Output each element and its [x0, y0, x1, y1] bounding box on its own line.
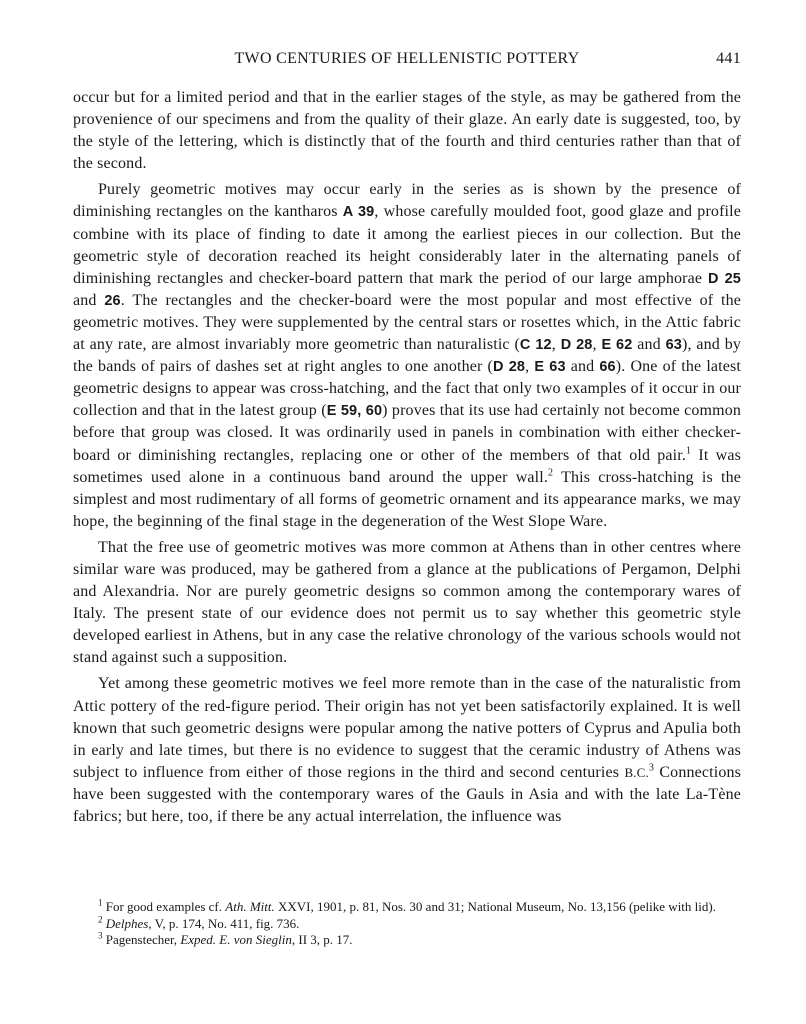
text-run: ), and by the bands of pairs of dashes set at right angles to one another ( [73, 336, 742, 376]
text-run: and [632, 336, 666, 354]
text-run: That the free use of geometric motives was more common at Athens than in other centres where similar ware was produced, may be gathered from a glance at the publications of Pergamon, Delphi and Alexandria. Nor are purely geometric designs so common among the contemporary wares of Italy. The present state of our evidence does not permit us to say whether this geometric style developed earliest in Athens, but in any case the relative chronology of the various schools would not stand against such a supposition. [73, 538, 741, 667]
italic-title: Ath. Mitt. [225, 899, 275, 914]
italic-title: Exped. E. von Sieglin [180, 932, 292, 948]
catalogue-reference: E 63 [534, 359, 566, 376]
text-run: and [565, 358, 600, 376]
footnote-marker: 3 [648, 762, 655, 774]
catalogue-reference: D 28 [560, 337, 593, 354]
text-run: Connections have been suggested with the contemporary wares of the Gauls in Asia and with the late La-Tène fabrics; but here, too, if there be any actual interrelation, the influence was [73, 763, 742, 825]
footnote-marker: 3 [98, 931, 103, 942]
paragraph [73, 179, 741, 533]
footnote-marker: 1 [686, 445, 692, 457]
italic-title: Delphes [105, 915, 149, 931]
footnotes [73, 899, 741, 949]
page-number: 441 [716, 50, 741, 67]
footnote [73, 899, 741, 916]
text-run: , whose carefully moulded foot, good glaze and profile combine with its place of finding to date it among the earliest pieces in our collection. But the geometric style of decoration reached its height considerably later in the alternating panels of diminishing rectangles and checker-board pattern that mark the period of our large amphorae [73, 203, 741, 287]
catalogue-reference: 63 [665, 337, 683, 354]
catalogue-reference: C 12 [519, 337, 552, 354]
catalogue-reference: 66 [599, 359, 616, 376]
text-run: ) proves that its use had certainly not become common before that group was closed. It was ordinarily used in panels in combination with either checker-board or diminishing rectangles, replacing one or other of the members of that old pair. [73, 402, 741, 464]
text-run: and [73, 291, 105, 309]
text-run: Purely geometric motives may occur early in the series as is shown by the presence of diminishing rectangles on the kantharos [73, 181, 741, 221]
running-header [73, 50, 741, 74]
catalogue-reference: D 25 [708, 270, 741, 287]
footnote-marker: 2 [98, 914, 103, 925]
text-run: , [525, 358, 535, 376]
text-run: , [592, 336, 602, 354]
text-run: Pagenstecher, [102, 932, 181, 948]
text-run: It was sometimes used alone in a continuous band around the upper wall. [73, 446, 741, 486]
text-run: , II 3, p. 17. [291, 932, 353, 948]
footnote [73, 932, 741, 949]
text-run: Yet among these geometric motives we feel more remote than in the case of the naturalistic from Attic pottery of the red-figure period. Their origin has not yet been satisfactorily explained. It is well known that such geometric designs were popular among the native potters of Cyprus and Apulia both in early and late times, but there is no evidence to suggest that the ceramic industry of Athens was subject to influence from either of those regions in the third and second centuries [73, 675, 741, 781]
text-run: . The rectangles and the checker-board were the most popular and most effective of the geometric motives. They were supplemented by the central stars or rosettes which, in the Attic fabric at any rate, are almost invariably more geometric than naturalistic ( [73, 291, 741, 354]
text-run: , V, p. 174, No. 411, fig. 736. [148, 915, 300, 931]
small-caps-text: B.C. [624, 764, 649, 780]
footnote-marker: 2 [548, 467, 554, 479]
catalogue-reference: E 59, 60 [326, 403, 383, 420]
footnote-marker: 1 [98, 897, 103, 908]
paragraph [73, 673, 741, 828]
text-run: , [551, 336, 561, 354]
text-run: ). One of the latest geometric designs to appear was cross-hatching, and the fact that only two examples of it occur in our collection and that in the latest group ( [73, 358, 741, 420]
text-run: occur but for a limited period and that in the earlier stages of the style, as may be gathered from the provenience of our specimens and from the quality of their glaze. An early date is suggested, too, by the style of the lettering, which is distinctly that of the fourth and third centuries rather than that of the second. [73, 89, 741, 173]
footnote [73, 916, 741, 933]
catalogue-reference: D 28 [493, 359, 526, 376]
catalogue-reference: A 39 [342, 204, 375, 221]
text-run: For good examples cf. [102, 899, 226, 914]
running-title: TWO CENTURIES OF HELLENISTIC POTTERY [234, 50, 580, 67]
paragraph [73, 537, 741, 670]
paragraph [73, 87, 741, 175]
text-run: This cross-hatching is the simplest and most rudimentary of all forms of geometric ornament and its appearance marks, we may hope, the beginning of the final stage in the degeneration of the West Slope Ware. [73, 468, 741, 530]
catalogue-reference: 26 [104, 292, 121, 309]
body-text [73, 87, 741, 832]
text-run: XXVI, 1901, p. 81, Nos. 30 and 31; National Museum, No. 13,156 (pelike with lid). [274, 899, 716, 914]
catalogue-reference: E 62 [601, 337, 633, 354]
